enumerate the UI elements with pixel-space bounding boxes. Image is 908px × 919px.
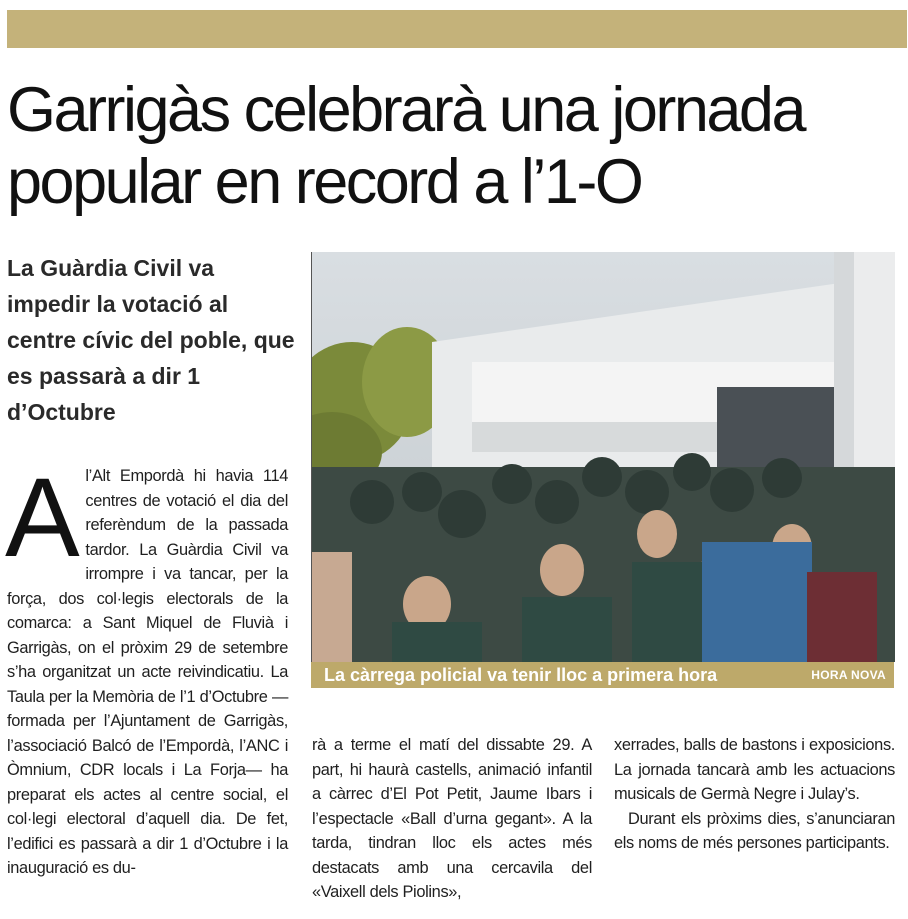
drop-cap: A [5, 455, 80, 580]
body-text-col1: l’Alt Empordà hi havia 114 centres de votació el dia del referèndum de la passada tardor. La Guàrdia Civil va irrompre i va tancar, per la força, dos col·legis electorals de la comarca: a Sant Miquel de Fluvià i Garrigàs, on el pròxim 29 de setembre s’ha organitzat un acte reivindicatiu. La Taula per la Memòria de l’1 d’Octubre —formada per l’Ajuntament de Garrigàs, l’associació Balcó de l’Empordà, l’ANC i Òmnium, CDR locals i La Forja— ha preparat els actes al centre social, el col·legi electoral d’aquell dia. De fet, l’edifici es passarà a dir 1 d’Octubre i la inauguració es du- [7, 467, 288, 877]
body-text-col2: rà a terme el matí del dissabte 29. A part, hi haurà castells, animació infantil a càrrec d’El Pot Petit, Jaume Ibars i l’espectacle «Ball d’urna gegant». A la tarda, tindran lloc els actes més destacats amb una cercavila del «Vaixell dels Piolins», [312, 736, 592, 901]
photo-credit: HORA NOVA [811, 668, 886, 682]
article-photo [311, 252, 895, 662]
body-paragraph-last: Durant els pròxims dies, s’anunciaran els noms de més persones participants. [614, 809, 895, 852]
body-column-2 [312, 733, 592, 905]
article-headline: Garrigàs celebrarà una jornada popular en record a l’1-O [7, 75, 805, 217]
top-color-band [7, 10, 907, 48]
photo-illustration [312, 252, 895, 662]
body-paragraph: xerrades, balls de bastons i exposicions. La jornada tancarà amb les actuacions musicals de Germà Negre i Julay’s. [614, 736, 895, 803]
article-subhead: La Guàrdia Civil va impedir la votació al centre cívic del poble, que es passarà a dir 1 d’Octubre [7, 255, 295, 425]
photo-caption-bar [311, 662, 894, 688]
body-column-1 [5, 455, 288, 881]
body-column-3 [614, 733, 895, 856]
photo-caption: La càrrega policial va tenir lloc a primera hora [324, 665, 718, 685]
